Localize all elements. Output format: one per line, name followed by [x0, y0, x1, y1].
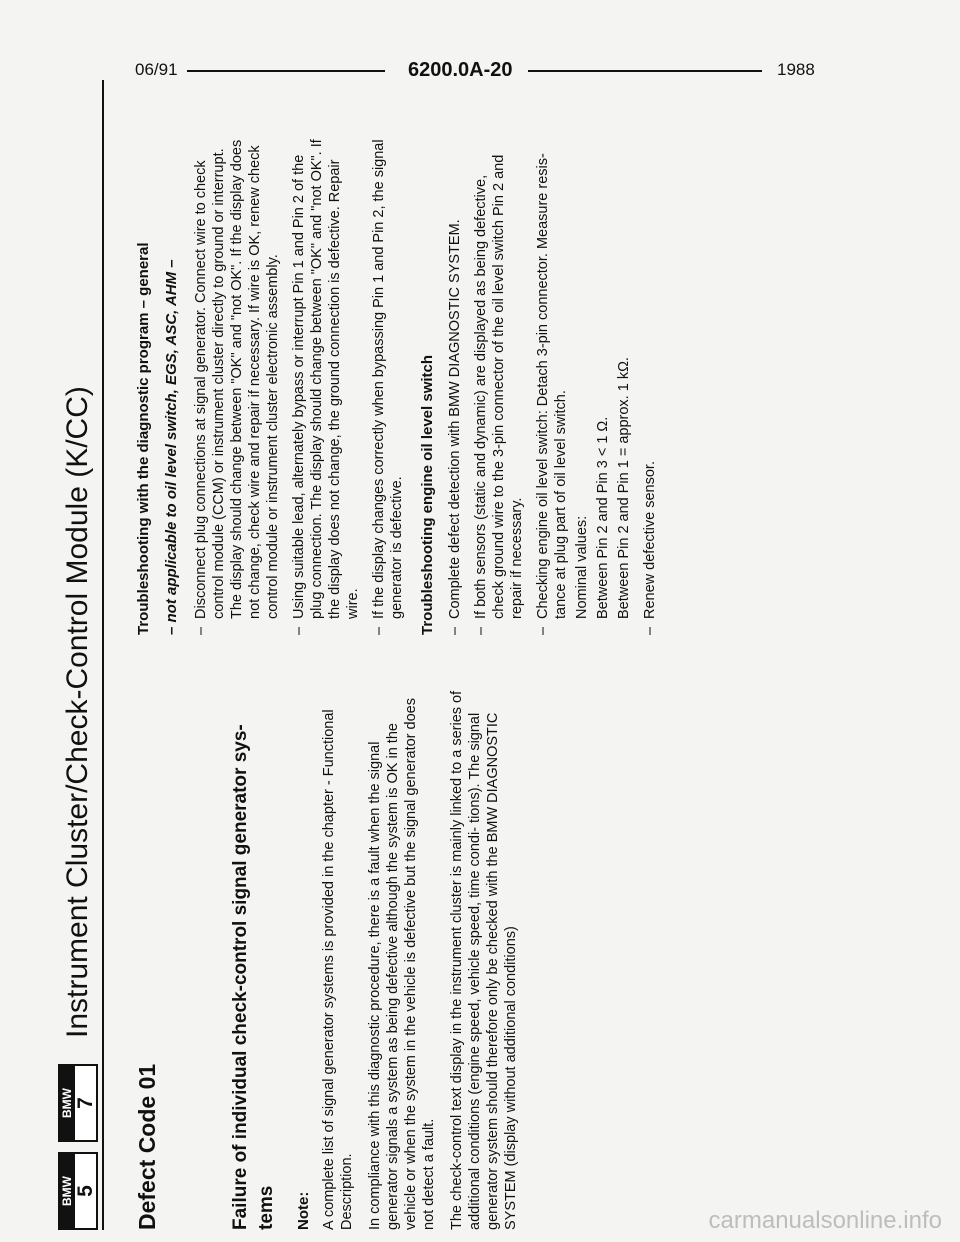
section-heading-general: Troubleshooting with the diagnostic program – general [135, 242, 152, 635]
defect-code-heading: Defect Code 01 [134, 1063, 160, 1230]
module-title: Instrument Cluster/Check-Control Module (K/CC) [61, 386, 94, 1038]
badge-brand: BMW [60, 1154, 75, 1228]
left-column [134, 685, 530, 1230]
page-header [0, 0, 960, 90]
badge-brand: BMW [60, 1066, 75, 1140]
model-badge-7 [58, 1064, 98, 1142]
failure-heading: Failure of individual check-control signal generator sys- tems [230, 724, 277, 1230]
paragraph: In compliance with this diagnostic procedure, there is a fault when the signal generator signals a system as being defective although the system is OK in the vehicle or when the system in the vehicle is defective but the signal generator does not detect a fault. [367, 698, 437, 1230]
list-item-resistance-check [534, 135, 633, 635]
header-rule-left [187, 70, 385, 72]
rotated-page-content [58, 80, 698, 1230]
model-badges [58, 1050, 102, 1230]
general-steps-list [192, 135, 406, 635]
paragraph: A complete list of signal generator systems is provided in the chapter - Functional Description. [321, 709, 355, 1230]
nominal-value: Between Pin 2 and Pin 3 < 1 Ω. [595, 416, 611, 619]
watermark: carmanualsonline.info [708, 1207, 942, 1234]
section-heading-oil-level: Troubleshooting engine oil level switch [419, 354, 436, 635]
nominal-values-label: Nominal values: [574, 515, 590, 619]
paragraph: The check-control text display in the instrument cluster is mainly linked to a series of additional conditions (engine speed, vehicle speed, time condi- tions). The signal generator system should therefore only be checked with the BMW DIAGNOSTIC SYSTEM (display without additional conditions) [449, 690, 519, 1230]
applicability-note: – not applicable to oil level switch, EGS, ASC, AHM – [163, 259, 180, 635]
list-item: – Using suitable lead, alternately bypass or interrupt Pin 1 and Pin 2 of the plug connection. The display should change between "OK" and "not OK". If the display does not change, the ground connection is defective. Repair wire. [290, 135, 362, 635]
list-item: – Disconnect plug connections at signal generator. Connect wire to check control module (CCM) or instrument cluster directly to ground or interrupt. The display should change between "OK" and "not OK". If the display does not change, check wire and repair if necessary. If wire is OK, renew check control module or instrument cluster electronic assembly. [192, 135, 282, 635]
header-date: 06/91 [135, 60, 178, 79]
header-doc-code: 6200.0A-20 [408, 59, 513, 81]
oil-level-steps-list [446, 135, 659, 635]
list-item: – Complete defect detection with BMW DIAGNOSTIC SYSTEM. [446, 135, 464, 635]
right-column [134, 135, 671, 635]
badge-series: 7 [74, 1097, 97, 1109]
badge-series: 5 [74, 1185, 97, 1197]
model-badge-5 [58, 1152, 98, 1230]
list-item: – Renew defective sensor. [641, 135, 659, 635]
list-item: – If both sensors (static and dynamic) are displayed as being defective, check ground wire to the 3-pin connector of the oil level switch Pin 2 and repair if necessary. [472, 135, 526, 635]
list-item: – If the display changes correctly when bypassing Pin 1 and Pin 2, the signal generator is defective. [370, 135, 406, 635]
nominal-value: Between Pin 2 and Pin 1 = approx. 1 kΩ. [616, 357, 632, 619]
note-label: Note: [295, 1191, 312, 1230]
title-divider [102, 80, 104, 1230]
resistance-instruction: – Checking engine oil level switch: Detach 3-pin connector. Measure resis- tance at plug part of oil level switch. [535, 153, 569, 619]
header-year: 1988 [777, 60, 815, 79]
header-rule-right [528, 70, 762, 72]
